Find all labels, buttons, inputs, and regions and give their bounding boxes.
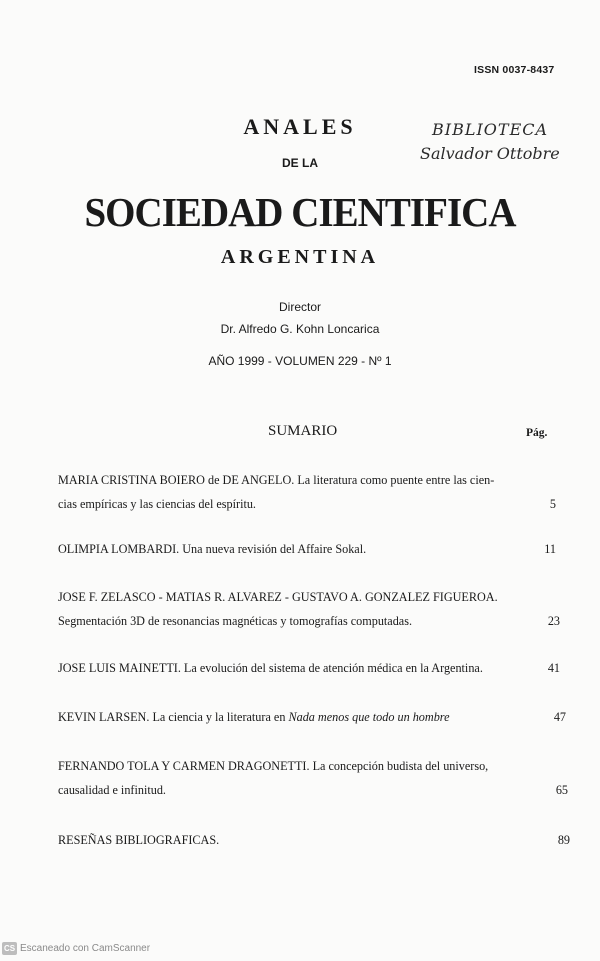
- title-sociedad: SOCIEDAD CIENTIFICA: [84, 189, 516, 235]
- toc-entry-italic-title: Nada menos que todo un hombre: [288, 710, 450, 724]
- toc-entry: [58, 828, 528, 852]
- issn-label: ISSN 0037-8437: [474, 64, 555, 76]
- toc-entry-text: KEVIN LARSEN. La ciencia y la literatura en: [58, 710, 289, 724]
- camscanner-logo-icon: CS: [3, 944, 16, 953]
- toc-entry: [58, 656, 528, 680]
- director-label: Director: [278, 300, 321, 314]
- toc-entry-line: FERNANDO TOLA Y CARMEN DRAGONETTI. La concepción budista del universo,: [58, 759, 489, 773]
- scanner-footer-text: Escaneado con CamScanner: [20, 943, 151, 954]
- toc-entry-line: JOSE LUIS MAINETTI. La evolución del sistema de atención médica en la Argentina.: [58, 661, 483, 675]
- toc-page-number: 47: [553, 710, 566, 724]
- toc-entry: [58, 585, 538, 633]
- toc-entry: [58, 537, 528, 561]
- toc-entry: [58, 468, 528, 516]
- toc-page-number: 41: [547, 661, 560, 675]
- toc-page-number: 11: [544, 542, 556, 556]
- scanner-footer: [2, 942, 150, 955]
- toc-entry-line: Segmentación 3D de resonancias magnéticas y tomografías computadas.: [58, 614, 413, 628]
- toc-page-number: 5: [549, 497, 556, 511]
- toc-entry: [58, 754, 528, 802]
- title-anales: ANALES: [243, 114, 357, 139]
- toc-page-number: 23: [547, 614, 560, 628]
- toc-entry-line: OLIMPIA LOMBARDI. Una nueva revisión del Affaire Sokal.: [58, 542, 367, 556]
- toc-entry-line: causalidad e infinitud.: [58, 783, 166, 797]
- sumario-heading: SUMARIO: [268, 423, 338, 439]
- handwritten-stamp-line2: Salvador Ottobre: [420, 144, 560, 163]
- toc-entry-line: [58, 705, 528, 729]
- toc-page-number: 65: [555, 783, 568, 797]
- toc-entry: [58, 705, 528, 729]
- issue-info: AÑO 1999 - VOLUMEN 229 - Nº 1: [208, 354, 392, 368]
- toc-page-number: 89: [557, 833, 570, 847]
- director-name: Dr. Alfredo G. Kohn Loncarica: [220, 322, 380, 336]
- toc-entry-line: RESEÑAS BIBLIOGRAFICAS.: [58, 833, 220, 847]
- page-column-label: Pág.: [526, 427, 548, 439]
- toc-entry-line: cias empíricas y las ciencias del espíritu.: [58, 497, 256, 511]
- handwritten-stamp-line1: BIBLIOTECA: [432, 120, 549, 139]
- toc-entry-line: JOSE F. ZELASCO - MATIAS R. ALVAREZ - GUSTAVO A. GONZALEZ FIGUEROA.: [58, 590, 498, 604]
- title-de-la: DE LA: [282, 156, 318, 170]
- toc-entry-line: MARIA CRISTINA BOIERO de DE ANGELO. La literatura como puente entre las cien-: [58, 473, 495, 487]
- title-argentina: ARGENTINA: [220, 246, 380, 268]
